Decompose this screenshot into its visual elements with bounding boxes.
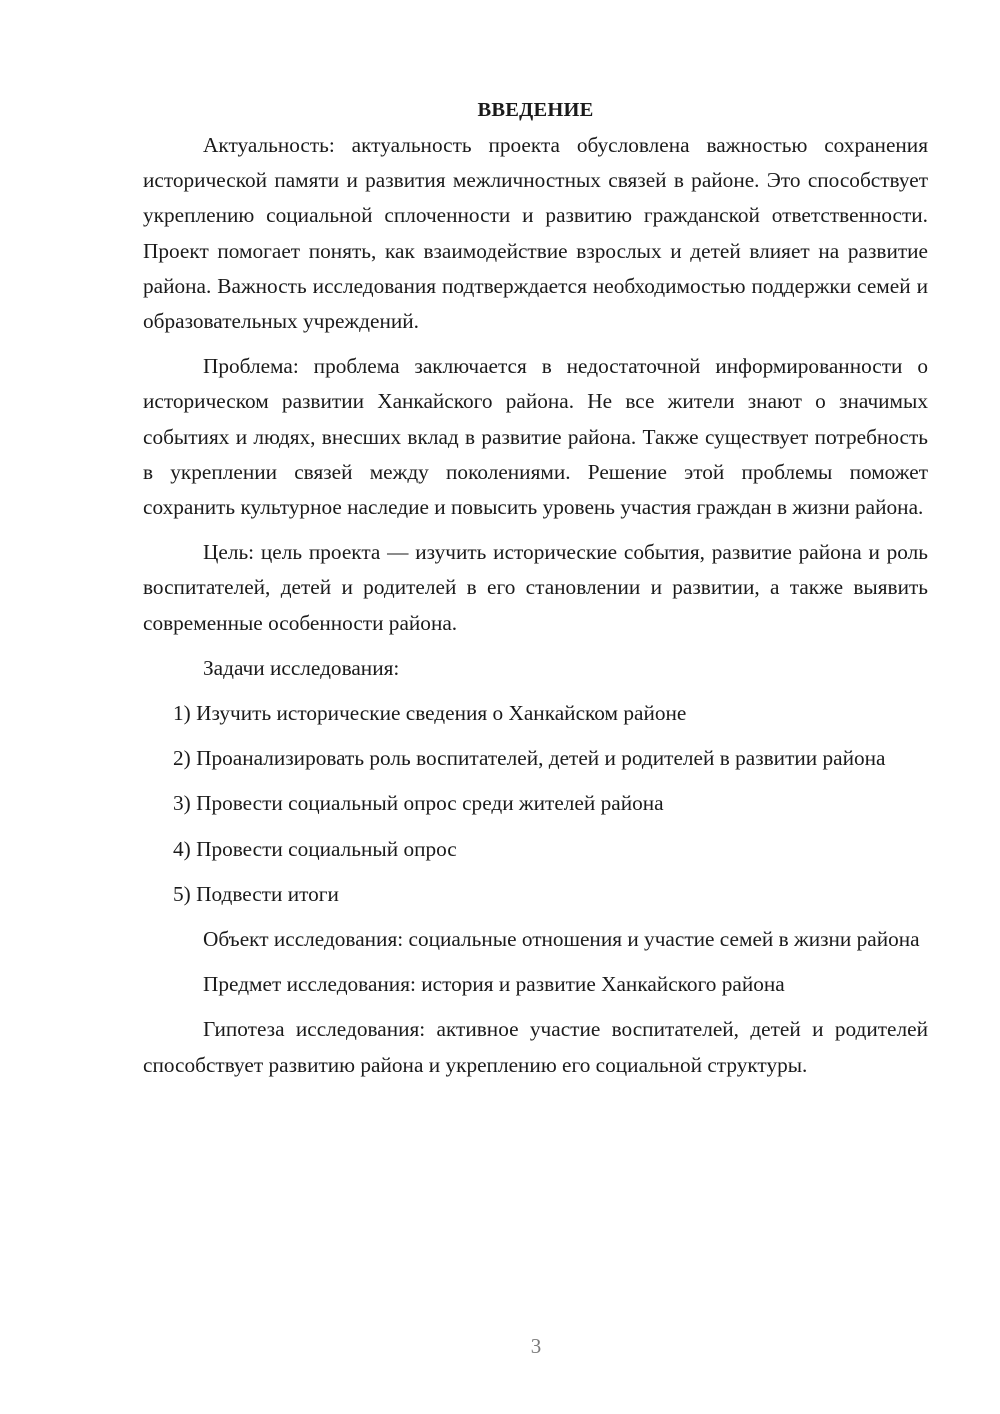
paragraph-object: Объект исследования: социальные отношения и участие семей в жизни района — [203, 927, 920, 952]
tasks-title: Задачи исследования: — [203, 655, 400, 680]
page-number: 3 — [530, 1334, 542, 1358]
page-content — [143, 94, 928, 1093]
task-item-5: 5) Подвести итоги — [173, 881, 339, 906]
task-item-3: 3) Провести социальный опрос среди жителей района — [173, 791, 664, 816]
task-item-2: 2) Проанализировать роль воспитателей, детей и родителей в развитии района — [173, 746, 886, 771]
paragraph-goal: Цель: цель проекта — изучить исторические события, развитие района и роль воспитателей, детей и родителей в его становлении и развитии, а также выявить современные особенности района. — [143, 540, 928, 635]
paragraph-hypothesis: Гипотеза исследования: активное участие воспитателей, детей и родителей способствует развитию района и укреплению его социальной структуры. — [143, 1017, 928, 1077]
task-item-1: 1) Изучить исторические сведения о Ханкайском районе — [173, 701, 687, 726]
page-title: ВВЕДЕНИЕ — [477, 99, 594, 121]
paragraph-problem: Проблема: проблема заключается в недостаточной информированности о историческом развитии Ханкайского района. Не все жители знают о значимых событиях и людях, внесших вклад в развитие района. Также существует потребность в укреплении связей между поколениями. Решение этой проблемы поможет сохранить культурное наследие и повысить уровень участия граждан в жизни района. — [143, 354, 928, 520]
paragraph-relevance: Актуальность: актуальность проекта обусловлена важностью сохранения исторической памяти и развития межличностных связей в районе. Это способствует укреплению социальной сплоченности и развитию гражданской ответственности. Проект помогает понять, как взаимодействие взрослых и детей влияет на развитие района. Важность исследования подтверждается необходимостью поддержки семей и образовательных учреждений. — [143, 133, 928, 334]
paragraph-subject: Предмет исследования: история и развитие Ханкайского района — [203, 972, 785, 997]
task-item-4: 4) Провести социальный опрос — [173, 836, 457, 861]
